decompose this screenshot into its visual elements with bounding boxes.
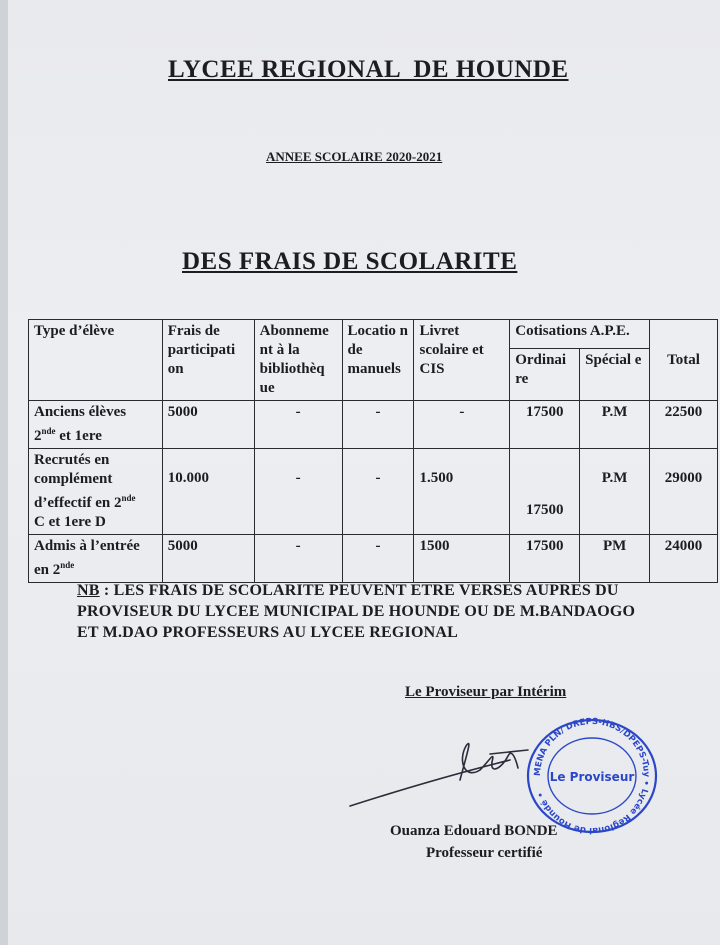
- cell-type: Recrutés en complément d’effectif en 2nde C et 1ere D: [29, 449, 163, 535]
- cell-booklet: 1.500: [414, 449, 510, 535]
- cell-ordinary: 17500: [510, 535, 580, 583]
- cell-manuals: -: [342, 449, 414, 535]
- cell-total: 24000: [650, 535, 718, 583]
- note-label: NB: [77, 582, 100, 599]
- header-ape: Cotisations A.P.E.: [510, 320, 650, 349]
- signer-title: Professeur certifié: [426, 845, 543, 861]
- signer-block: [390, 820, 558, 864]
- school-year: ANNEE SCOLAIRE 2020-2021: [266, 149, 443, 164]
- table-header-row: [29, 320, 718, 349]
- cell-library: -: [254, 449, 342, 535]
- document-heading: DES FRAIS DE SCOLARITE: [182, 248, 518, 275]
- signer-name: Ouanza Edouard BONDE: [390, 823, 558, 839]
- table-row: [29, 449, 718, 535]
- cell-special: PM: [580, 535, 650, 583]
- header-manuals: Locatio n de manuels: [342, 320, 414, 401]
- cell-type: Admis à l’entrée en 2nde: [29, 535, 163, 583]
- fees-note: [77, 580, 657, 643]
- note-text: : LES FRAIS DE SCOLARITE PEUVENT ETRE VERSES AUPRES DU PROVISEUR DU LYCEE MUNICIPAL DE HOUNDE OU DE M.BANDAOGO ET M.DAO PROFESSEURS AU LYCEE REGIONAL: [77, 582, 636, 641]
- signer-role: Le Proviseur par Intérim: [405, 684, 567, 700]
- cell-total: 22500: [650, 401, 718, 449]
- cell-ordinary: 17500: [510, 401, 580, 449]
- header-booklet: Livret scolaire et CIS: [414, 320, 510, 401]
- cell-participation: 10.000: [162, 449, 254, 535]
- cell-special: P.M: [580, 449, 650, 535]
- cell-manuals: -: [342, 535, 414, 583]
- fees-table: [28, 319, 718, 583]
- cell-manuals: -: [342, 401, 414, 449]
- header-total: Total: [650, 320, 718, 401]
- cell-type: Anciens élèves 2nde et 1ere: [29, 401, 163, 449]
- cell-library: -: [254, 401, 342, 449]
- cell-ordinary: 17500: [510, 449, 580, 535]
- stamp-ring-text: MENA PLN/ DREPS-HBS/DPEPS-Tuy • Lycée Régional de Houndé •: [532, 716, 652, 836]
- table-row: [29, 401, 718, 449]
- cell-library: -: [254, 535, 342, 583]
- school-name: LYCEE REGIONAL DE HOUNDE: [168, 56, 569, 83]
- stamp-center-text: Le Proviseur: [549, 770, 635, 784]
- cell-booklet: -: [414, 401, 510, 449]
- header-ape-special: Spécial e: [580, 349, 650, 401]
- cell-special: P.M: [580, 401, 650, 449]
- header-participation: Frais de participati on: [162, 320, 254, 401]
- official-stamp: [522, 716, 662, 836]
- handwritten-signature: [340, 720, 540, 820]
- cell-participation: 5000: [162, 401, 254, 449]
- cell-participation: 5000: [162, 535, 254, 583]
- header-type: Type d’élève: [29, 320, 163, 401]
- cell-total: 29000: [650, 449, 718, 535]
- header-library: Abonneme nt à la bibliothèq ue: [254, 320, 342, 401]
- table-row: [29, 535, 718, 583]
- header-ape-ordinary: Ordinai re: [510, 349, 580, 401]
- cell-booklet: 1500: [414, 535, 510, 583]
